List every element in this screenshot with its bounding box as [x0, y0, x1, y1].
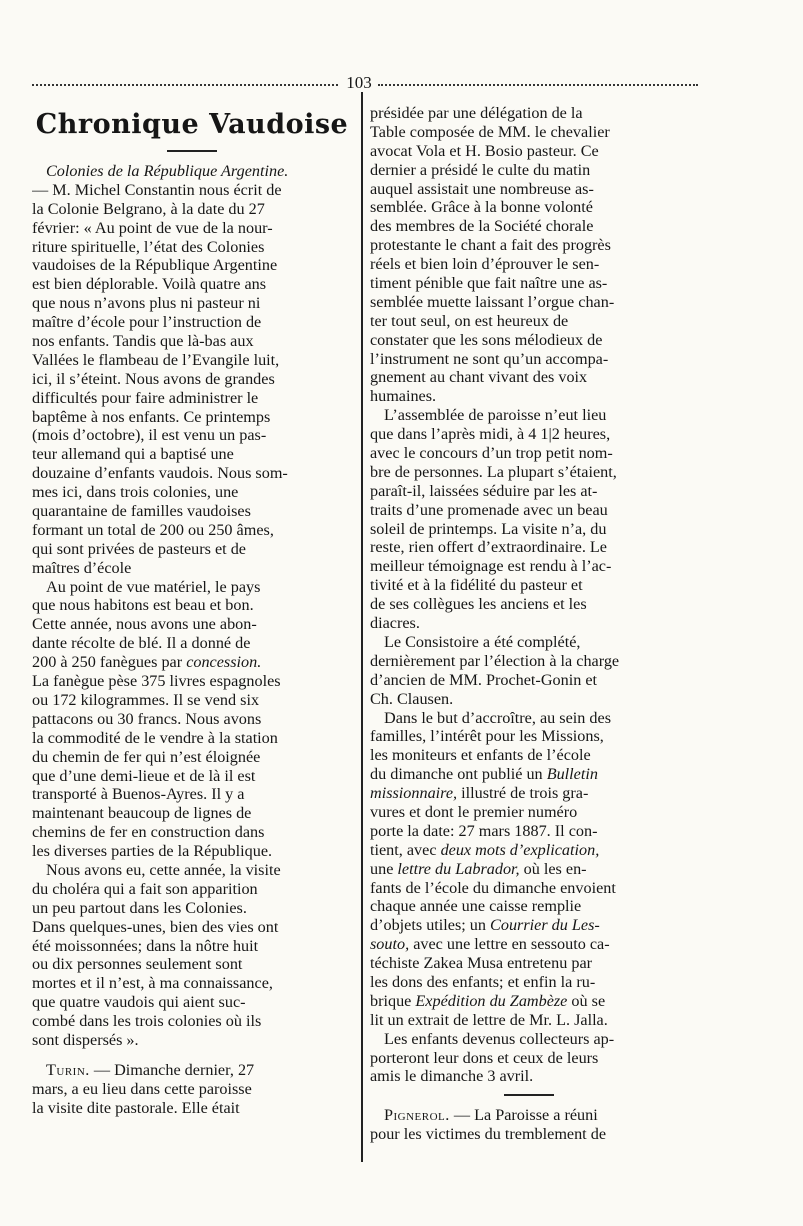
- text-line: fants de l’école du dimanche envoient: [370, 878, 616, 897]
- text-line: Table composée de MM. le chevalier: [370, 122, 610, 141]
- text-line: porte la date: 27 mars 1887. Il con-: [370, 821, 598, 840]
- text-line: l’instrument ne sont qu’un accompa-: [370, 349, 609, 368]
- text-line: souto, avec une lettre en sessouto ca-: [370, 935, 610, 954]
- text-line: timent pénible que fait naître une as-: [370, 274, 608, 293]
- page-number: 103: [346, 73, 372, 92]
- text-line: 200 à 250 fanègues par concession.: [32, 653, 262, 672]
- text-line: difficultés pour faire administrer le: [32, 388, 259, 407]
- text-line: Le Consistoire a été complété,: [384, 632, 581, 651]
- text-line: diacres.: [370, 614, 420, 633]
- text-line: combé dans les trois colonies où ils: [32, 1012, 262, 1031]
- text-line: semblée muette laissant l’orgue chan-: [370, 292, 615, 311]
- header-dotted-rule-left: [32, 84, 338, 86]
- text-line: L’assemblée de paroisse n’eut lieu: [384, 406, 607, 425]
- text-line: Dans quelques-unes, bien des vies ont: [32, 917, 279, 936]
- text-line: Les enfants devenus collecteurs ap-: [384, 1029, 615, 1048]
- text-line: les diverses parties de la République.: [32, 842, 273, 861]
- text-line: Nous avons eu, cette année, la visite: [46, 860, 281, 879]
- text-line: réels et bien loin d’éprouver le sen-: [370, 255, 600, 274]
- text-line: un peu partout dans les Colonies.: [32, 898, 247, 917]
- text-line: maîtres d’école: [32, 558, 132, 577]
- text-line: vaudoises de la République Argentine: [32, 256, 278, 275]
- text-line: soleil de printemps. La visite n’a, du: [370, 519, 607, 538]
- text-line: ici, il s’éteint. Nous avons de grandes: [32, 369, 275, 388]
- text-line: les dons des enfants; et enfin la ru-: [370, 972, 596, 991]
- text-line: Ch. Clausen.: [370, 689, 454, 708]
- text-line: que d’une demi-lieue et de là il est: [32, 766, 256, 785]
- text-line: mes ici, dans trois colonies, une: [32, 483, 239, 502]
- text-line: meilleur témoignage est rendu à l’ac-: [370, 557, 612, 576]
- text-line: pour les victimes du tremblement de: [370, 1125, 607, 1144]
- text-line: ter tout seul, on est heureux de: [370, 311, 569, 330]
- text-line: chemins de fer en construction dans: [32, 823, 265, 842]
- text-line: quarantaine de familles vaudoises: [32, 502, 251, 521]
- text-line: riture spirituelle, l’état des Colonies: [32, 237, 265, 256]
- text-line: familles, l’intérêt pour les Missions,: [370, 727, 604, 746]
- text-line: des membres de la Société chorale: [370, 217, 594, 236]
- text-line: pattacons ou 30 francs. Nous avons: [32, 709, 262, 728]
- text-line: que quatre vaudois qui aient suc-: [32, 993, 246, 1012]
- text-line: constater que les sons mélodieux de: [370, 330, 603, 349]
- text-line: été moissonnées; dans la nôtre huit: [32, 936, 259, 955]
- text-line: baptême à nos enfants. Ce printemps: [32, 407, 271, 426]
- text-line: février: « Au point de vue de la nour-: [32, 218, 273, 237]
- text-line: Turin. — Dimanche dernier, 27: [46, 1060, 255, 1079]
- text-line: amis le dimanche 3 avril.: [370, 1067, 534, 1086]
- text-line: reste, rien offert d’extraordinaire. Le: [370, 538, 607, 557]
- text-line: semblée. Grâce à la bonne volonté: [370, 198, 593, 217]
- text-line: humaines.: [370, 387, 437, 406]
- text-line: lit un extrait de lettre de Mr. L. Jalla.: [370, 1010, 608, 1029]
- text-line: la visite dite pastorale. Elle était: [32, 1098, 240, 1117]
- text-line: chaque année une caisse remplie: [370, 897, 582, 916]
- text-line: auquel assistait une nombreuse as-: [370, 179, 594, 198]
- text-line: Colonies de la République Argentine.: [46, 162, 289, 180]
- title-separator: [167, 150, 217, 152]
- text-line: Au point de vue matériel, le pays: [46, 577, 261, 596]
- section-title: Chronique Vaudoise: [35, 109, 349, 140]
- text-line: que nous n’avons plus ni pasteur ni: [32, 294, 261, 313]
- column-divider: [361, 92, 363, 1162]
- text-line: que dans l’après midi, à 4 1|2 heures,: [370, 425, 611, 444]
- text-line: du choléra qui a fait son apparition: [32, 879, 258, 898]
- text-line: paraît-il, laissées séduire par les at-: [370, 481, 598, 500]
- text-line: bre de personnes. La plupart s’étaient,: [370, 462, 617, 481]
- text-line: nos enfants. Tandis que là-bas aux: [32, 332, 254, 351]
- text-line: mortes et il n’est, à ma connaissance,: [32, 974, 273, 993]
- left-column: [32, 100, 352, 1118]
- text-line: d’ancien de MM. Prochet-Gonin et: [370, 670, 598, 689]
- text-line: ou dix personnes seulement sont: [32, 955, 243, 974]
- text-line: Dans le but d’accroître, au sein des: [384, 708, 611, 727]
- text-line: qui sont privées de pasteurs et de: [32, 539, 246, 558]
- text-line: d’objets utiles; un Courrier du Les-: [370, 916, 600, 935]
- text-line: maître d’école pour l’instruction de: [32, 313, 262, 332]
- text-line: tivité et à la fidélité du pasteur et: [370, 576, 583, 595]
- section-separator: [504, 1094, 554, 1096]
- text-line: Vallées le flambeau de l’Evangile luit,: [32, 350, 280, 369]
- paragraph-gap: [32, 1050, 352, 1061]
- header-dotted-rule-right: [378, 84, 698, 86]
- text-line: transporté à Buenos-Ayres. Il y a: [32, 785, 245, 804]
- left-column-text: [32, 162, 352, 1118]
- text-line: vures et dont le premier numéro: [370, 802, 578, 821]
- text-line: missionnaire, illustré de trois gra-: [370, 784, 589, 803]
- text-line: que nous habitons est beau et bon.: [32, 596, 254, 615]
- right-column: [370, 104, 688, 1144]
- text-line: une lettre du Labrador, où les en-: [370, 859, 587, 878]
- text-line: dernièrement par l’élection à la charge: [370, 651, 620, 670]
- text-line: brique Expédition du Zambèze où se: [370, 991, 606, 1010]
- text-line: maintenant beaucoup de lignes de: [32, 804, 252, 823]
- text-line: formant un total de 200 ou 250 âmes,: [32, 520, 274, 539]
- text-line: teur allemand qui a baptisé une: [32, 445, 234, 464]
- text-line: présidée par une délégation de la: [370, 104, 583, 122]
- text-line: de ses collègues les anciens et les: [370, 595, 587, 614]
- text-line: Cette année, nous avons une abon-: [32, 615, 257, 634]
- text-line: téchiste Zakea Musa entretenu par: [370, 954, 593, 973]
- text-line: du chemin de fer qui n’est éloignée: [32, 747, 261, 766]
- text-line: (mois d’octobre), il est venu un pas-: [32, 426, 267, 445]
- text-line: — M. Michel Constantin nous écrit de: [32, 180, 282, 199]
- text-line: ou 172 kilogrammes. Il se vend six: [32, 690, 260, 709]
- text-line: dernier a présidé le culte du matin: [370, 160, 591, 179]
- text-line: avec le concours d’un trop petit nom-: [370, 444, 613, 463]
- text-line: la Colonie Belgrano, à la date du 27: [32, 199, 265, 218]
- text-line: avocat Vola et H. Bosio pasteur. Ce: [370, 141, 599, 160]
- text-line: du dimanche ont publié un Bulletin: [370, 765, 598, 784]
- text-line: est bien déplorable. Voilà quatre ans: [32, 275, 267, 294]
- text-line: les moniteurs et enfants de l’école: [370, 746, 591, 765]
- right-column-text: [370, 104, 688, 1144]
- text-line: mars, a eu lieu dans cette paroisse: [32, 1079, 252, 1098]
- text-line: La fanègue pèse 375 livres espagnoles: [32, 672, 281, 691]
- text-line: Pignerol. — La Paroisse a réuni: [384, 1106, 598, 1125]
- text-line: porteront leur dons et ceux de leurs: [370, 1048, 599, 1067]
- text-line: gnement au chant vivant des voix: [370, 368, 588, 387]
- text-line: douzaine d’enfants vaudois. Nous som-: [32, 464, 288, 483]
- text-line: dante récolte de blé. Il a donné de: [32, 634, 251, 653]
- text-line: tient, avec deux mots d’explication,: [370, 840, 600, 859]
- text-line: la commodité de le vendre à la station: [32, 728, 278, 747]
- text-line: protestante le chant a fait des progrès: [370, 236, 611, 255]
- text-line: traits d’une promenade avec un beau: [370, 500, 608, 519]
- text-line: sont dispersés ».: [32, 1030, 139, 1049]
